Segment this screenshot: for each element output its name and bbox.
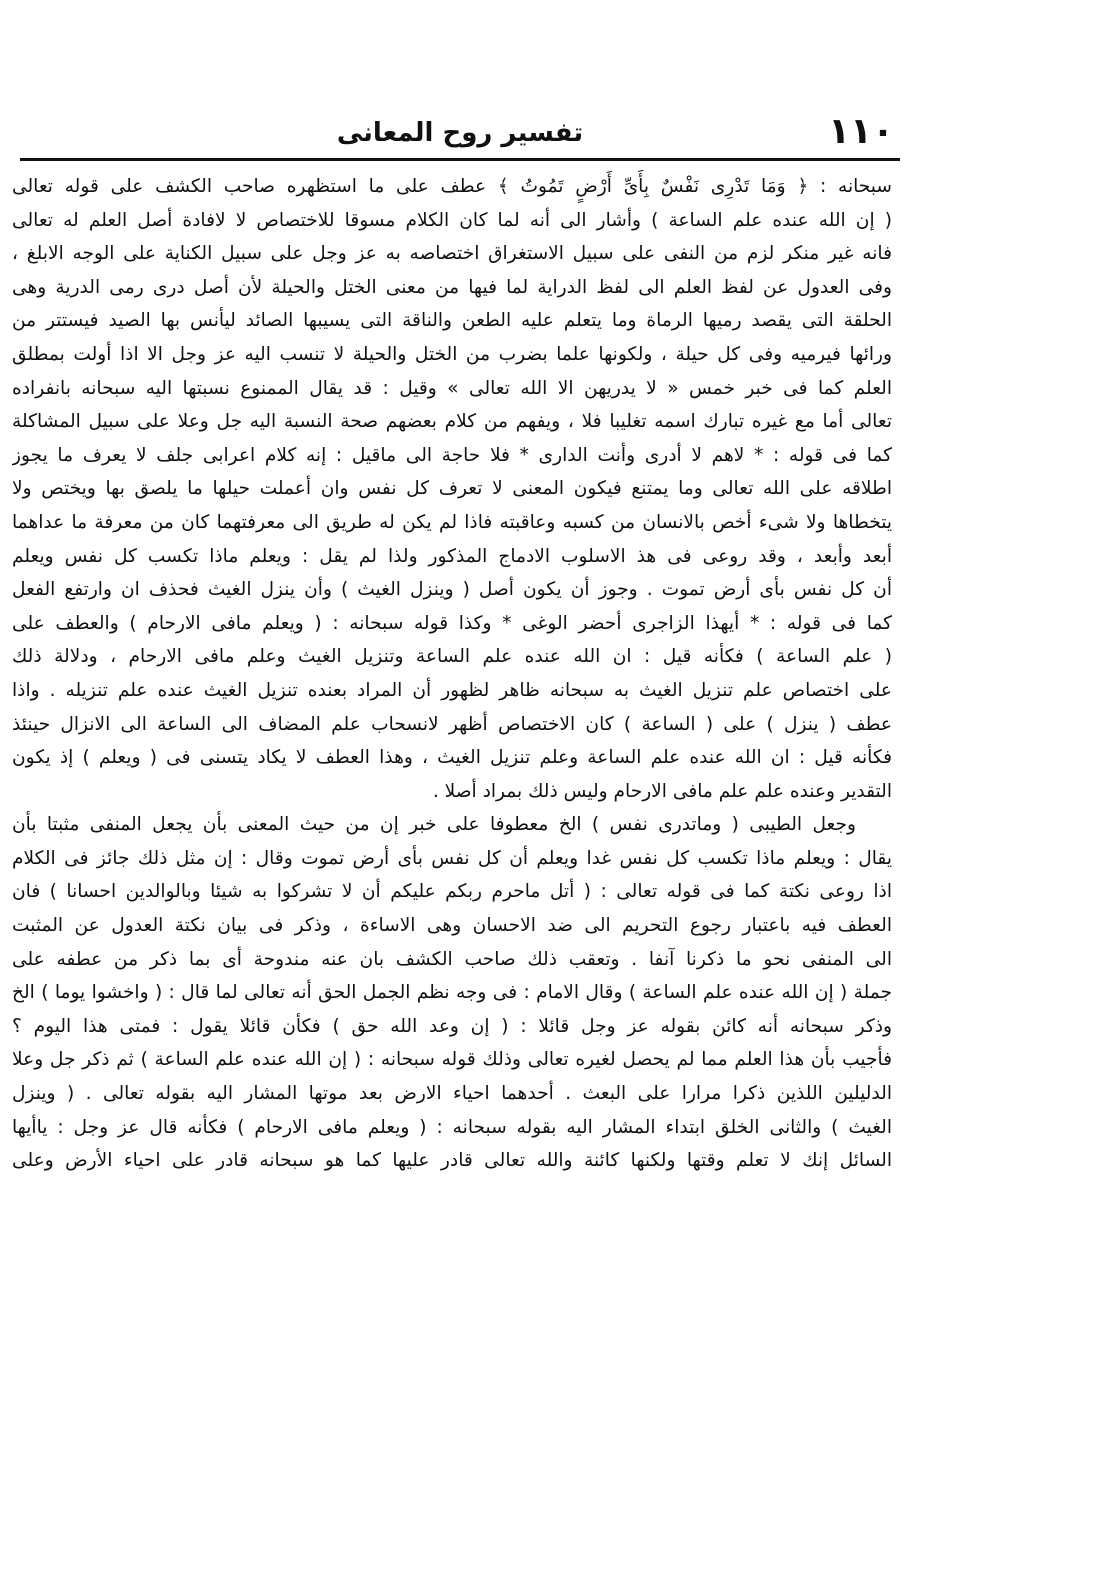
text-line: العطف فيه باعتبار رجوع التحريم الى ضد الاحسان وهى الاساءة ، وذكر فى بيان نكتة العدول عن المثبت — [12, 915, 892, 937]
text-line: ( إن الله عنده علم الساعة ) وأشار الى أنه لما كان الكلام مسوقا للاختصاص لا لافادة أصل العلم له تعالى — [12, 209, 892, 231]
text-line: الحلقة التى يقصد رميها الرماة وما يتعلم عليه الطعن والناقة التى يسيبها الصائد ليأنس بها الصيد فيستتر من — [12, 310, 892, 332]
text-line: فأجيب بأن هذا العلم مما لم يحصل لغيره تعالى وذلك قوله سبحانه : ( إن الله عنده علم الساعة ) ثم ذكر جل وعلا — [12, 1049, 892, 1071]
text-line: العلم كما فى خبر خمس « لا يدريهن الا الله تعالى » وقيل : قد يقال الممنوع نسبتها اليه سبحانه بانفراده — [12, 377, 892, 399]
body-text — [12, 170, 892, 1178]
text-line: الى المنفى نحو ما ذكرنا آنفا . وتعقب ذلك صاحب الكشف بان عنه مندوحة أى بما ذكر من عطفه على — [12, 948, 892, 970]
paragraph-start-line: وجعل الطيبى ( وماتدرى نفس ) الخ معطوفا على خبر إن من حيث المعنى بأن يجعل المنفى مثبتا بأن — [12, 814, 856, 836]
text-line: كما فى قوله : * لاهم لا أدرى وأنت الدارى * فلا حاجة الى ماقيل : إنه كلام اعرابى جلف لا يعرف ما يجوز — [12, 444, 892, 466]
text-line: على اختصاص علم تنزيل الغيث به سبحانه ظاهر لظهور أن المراد بعنده تنزيل الغيث عنده علم تنزيله . واذا — [12, 679, 892, 701]
text-line: ورائها فيرميه وفى كل حيلة ، ولكونها علما بضرب من الختل والحيلة لا تنسب اليه عز وجل الا اذا أولت بمطلق — [12, 343, 892, 365]
text-line: تعالى أما مع غيره تبارك اسمه تغليبا فلا ، ويفهم من كلام بعضهم صحة النسبة اليه جل وعلا على سبيل المشاكلة — [12, 411, 892, 433]
text-line: وفى العدول عن لفظ العلم الى لفظ الدراية لما فيها من معنى الختل والحيلة لأن أصل درى رمى الدرية وهى — [12, 276, 892, 298]
text-line: الدليلين اللذين ذكرا مرارا على البعث . أحدهما احياء الارض بعد موتها المشار اليه بقوله تعالى . ( وينزل — [12, 1083, 892, 1105]
text-line: اطلاقه على الله تعالى وما يمتنع فيكون المعنى لا تعرف كل نفس وان أعملت حيلها ما يلصق بها ويختص ولا — [12, 478, 892, 500]
text-line: ( علم الساعة ) فكأنه قيل : ان الله عنده علم الساعة وتنزيل الغيث وعلم مافى الارحام ، ودلالة ذلك — [12, 646, 892, 668]
text-line: يقال : ويعلم ماذا تكسب كل نفس غدا ويعلم أن كل نفس بأى أرض تموت وقال : إن مثل ذلك جائز فى الكلام — [12, 847, 892, 869]
text-line: كما فى قوله : * أيهذا الزاجرى أحضر الوغى * وكذا قوله سبحانه : ( ويعلم مافى الارحام ) والعطف على — [12, 612, 892, 634]
text-line: السائل إنك لا تعلم وقتها ولكنها كائنة والله تعالى قادر عليها كما هو سبحانه قادر على احياء الأرض وعلى — [12, 1150, 892, 1172]
text-line: عطف ( ينزل ) على ( الساعة ) كان الاختصاص أظهر لانسحاب علم المضاف الى الساعة الى الانزال حينئذ — [12, 713, 892, 735]
text-line: وذكر سبحانه أنه كائن بقوله عز وجل قائلا : ( إن وعد الله حق ) فكأن قائلا يقول : فمتى هذا اليوم ؟ — [12, 1015, 892, 1037]
paragraph-end-line: التقدير وعنده علم علم مافى الارحام وليس ذلك بمراد أصلا . — [432, 780, 892, 802]
page-header — [20, 112, 900, 156]
text-line: سبحانه : ﴿ وَمَا تَدْرِى نَفْسٌ بِأَىِّ أَرْضٍ تَمُوتُ ﴾ عطف على ما استظهره صاحب الكشف على قوله تعالى — [12, 176, 892, 197]
running-title: تفسير روح المعانى — [336, 118, 584, 148]
text-line: جملة ( إن الله عنده علم الساعة ) وقال الامام : فى وجه نظم الجمل الحق أنه تعالى لما قال : ( واخشوا يوما ) الخ — [12, 982, 892, 1004]
text-line: فانه غير منكر لزم من النفى على سبيل الاستغراق اختصاصه به عز وجل على سبيل الكناية على الوجه الابلغ ، — [12, 243, 892, 265]
text-line: فكأنه قيل : ان الله عنده علم الساعة وعلم تنزيل الغيث ، وهذا العطف لا يكاد يتسنى فى ( ويعلم ) إذ يكون — [12, 747, 892, 769]
header-rule — [20, 158, 900, 161]
text-line: يتخطاها ولا شىء أخص بالانسان من كسبه وعاقبته فاذا لم يكن له طريق الى معرفتهما كان من معرفة ما عداهما — [12, 511, 892, 533]
page-number: ١١٠ — [828, 111, 894, 152]
text-line: اذا روعى نكتة كما فى قوله تعالى : ( أتل ماحرم ربكم عليكم أن لا تشركوا به شيئا وبالوالدين احسانا ) فان — [12, 881, 892, 903]
text-line: الغيث ) والثانى الخلق ابتداء المشار اليه بقوله سبحانه : ( ويعلم مافى الارحام ) فكأنه قال عز وجل : ياأيها — [12, 1116, 892, 1138]
text-line: أبعد وأبعد ، وقد روعى فى هذ الاسلوب الادماج المذكور ولذا لم يقل : ويعلم ماذا تكسب كل نفس ويعلم — [12, 545, 892, 567]
text-line: أن كل نفس بأى أرض تموت . وجوز أن يكون أصل ( وينزل الغيث ) وأن ينزل الغيث فحذف ان وارتفع الفعل — [12, 579, 892, 601]
